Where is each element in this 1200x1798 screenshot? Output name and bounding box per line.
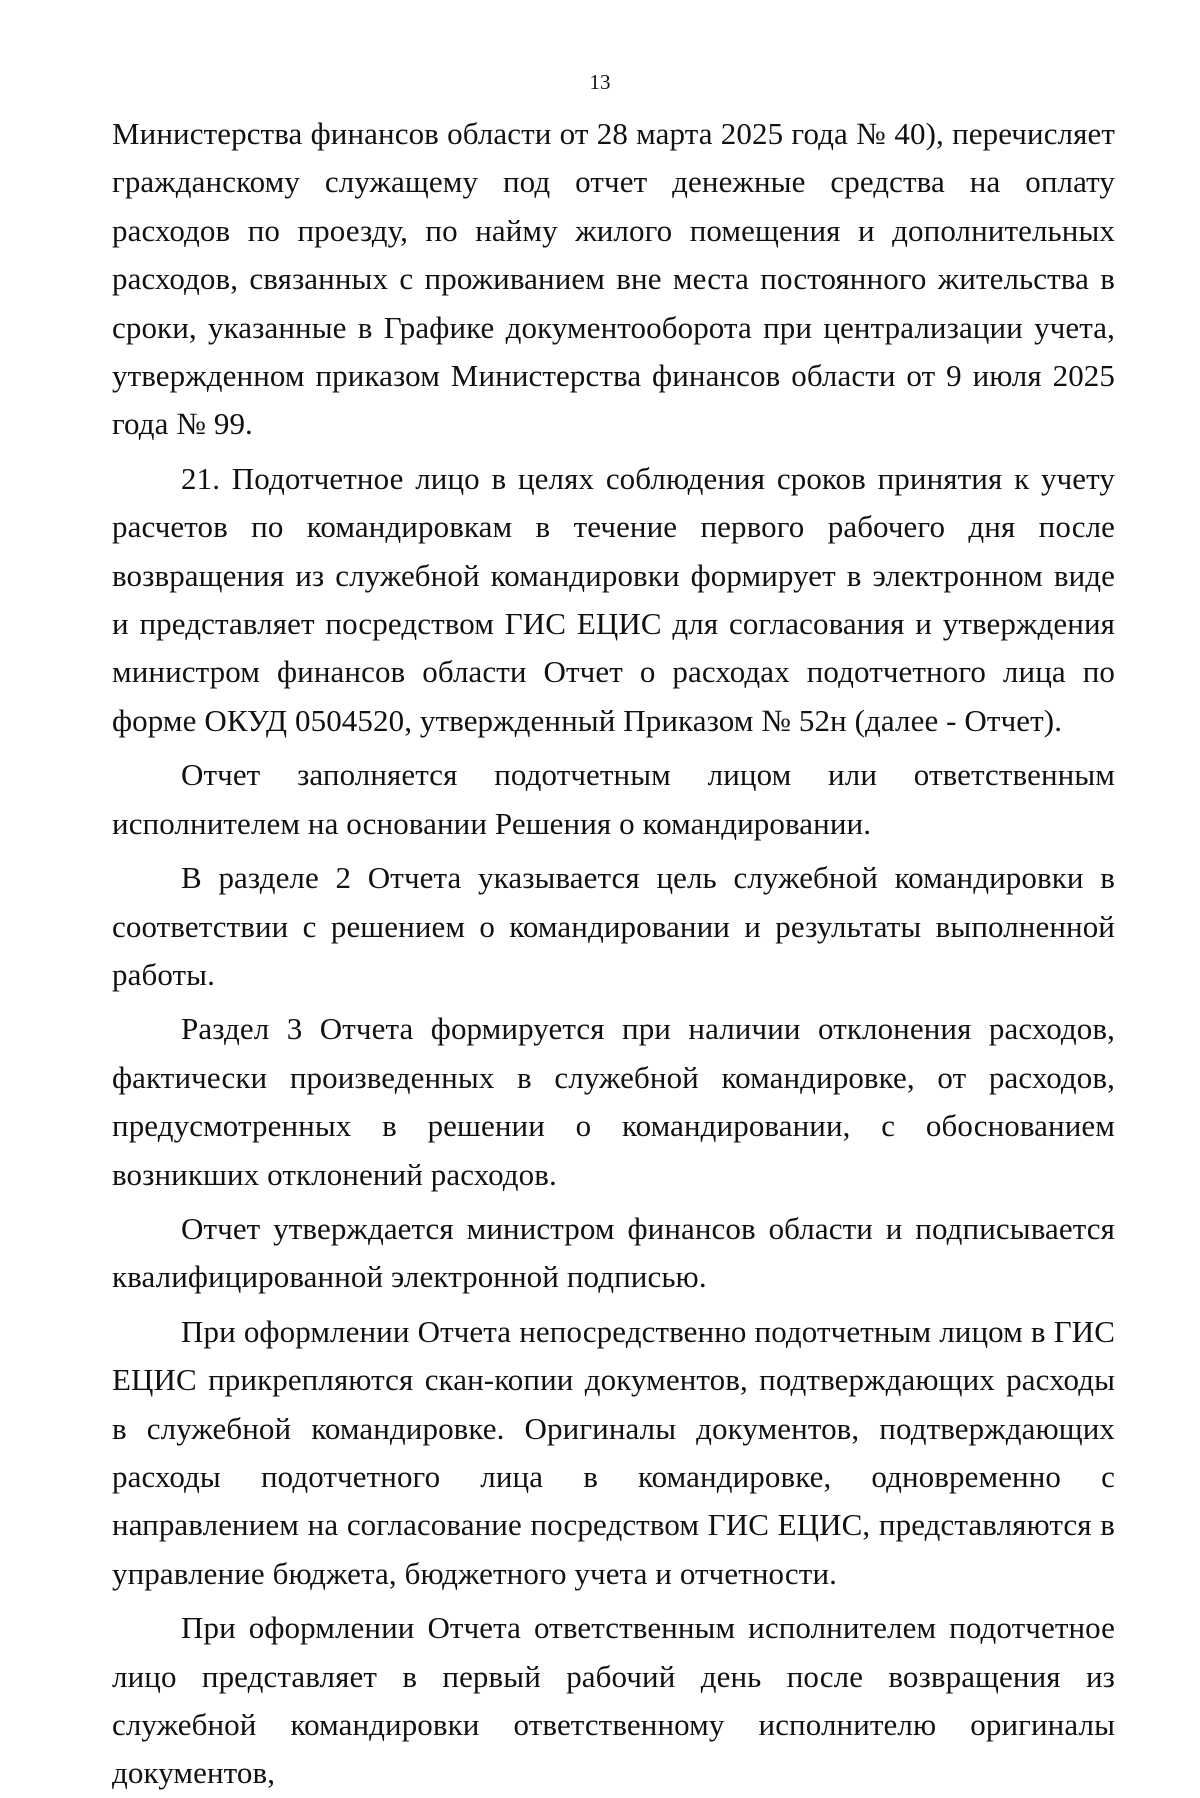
paragraph-section-3: Раздел 3 Отчета формируется при наличии отклонения расходов, фактически произведенных в служебной командировке, от расходов, предусмотренных в решении о командировании, с обоснованием возникших отклонений расходов. — [112, 1011, 1115, 1192]
paragraph-report-filling: Отчет заполняется подотчетным лицом или ответственным исполнителем на основании Решения о командировании. — [112, 757, 1115, 841]
paragraph-item-21: 21. Подотчетное лицо в целях соблюдения сроков принятия к учету расчетов по командировкам в течение первого рабочего дня после возвращения из служебной командировки формирует в электронном виде и представляет посредством ГИС ЕЦИС для согласования и утверждения министром финансов области Отчет о расходах подотчетного лица по форме ОКУД 0504520, утвержденный Приказом № 52н (далее - Отчет). — [112, 460, 1115, 738]
paragraph-continuation: Министерства финансов области от 28 марта 2025 года № 40), перечисляет гражданскому служащему под отчет денежные средства на оплату расходов по проезду, по найму жилого помещения и дополнительных расходов, связанных с проживанием вне места постоянного жительства в сроки, указанные в Графике документооборота при централизации учета, утвержденном приказом Министерства финансов области от 9 июля 2025 года № 99. — [112, 116, 1115, 442]
paragraph-section-2: В разделе 2 Отчета указывается цель служебной командировки в соответствии с решением о командировании и результаты выполненной работы. — [112, 860, 1115, 992]
document-body — [112, 110, 1115, 1798]
paragraph-report-approval: Отчет утверждается министром финансов области и подписывается квалифицированной электронной подписью. — [112, 1210, 1115, 1295]
page-number: 13 — [589, 70, 611, 94]
paragraph-report-by-executor: При оформлении Отчета ответственным исполнителем подотчетное лицо представляет в первый рабочий день после возвращения из служебной командировки ответственному исполнителю оригиналы документов, — [112, 1610, 1115, 1791]
paragraph-report-by-accountable: При оформлении Отчета непосредственно подотчетным лицом в ГИС ЕЦИС прикрепляются скан-копии документов, подтверждающих расходы в служебной командировке. Оригиналы документов, подтверждающих расходы подотчетного лица в командировке, одновременно с направлением на согласование посредством ГИС ЕЦИС, представляются в управление бюджета, бюджетного учета и отчетности. — [112, 1313, 1115, 1591]
